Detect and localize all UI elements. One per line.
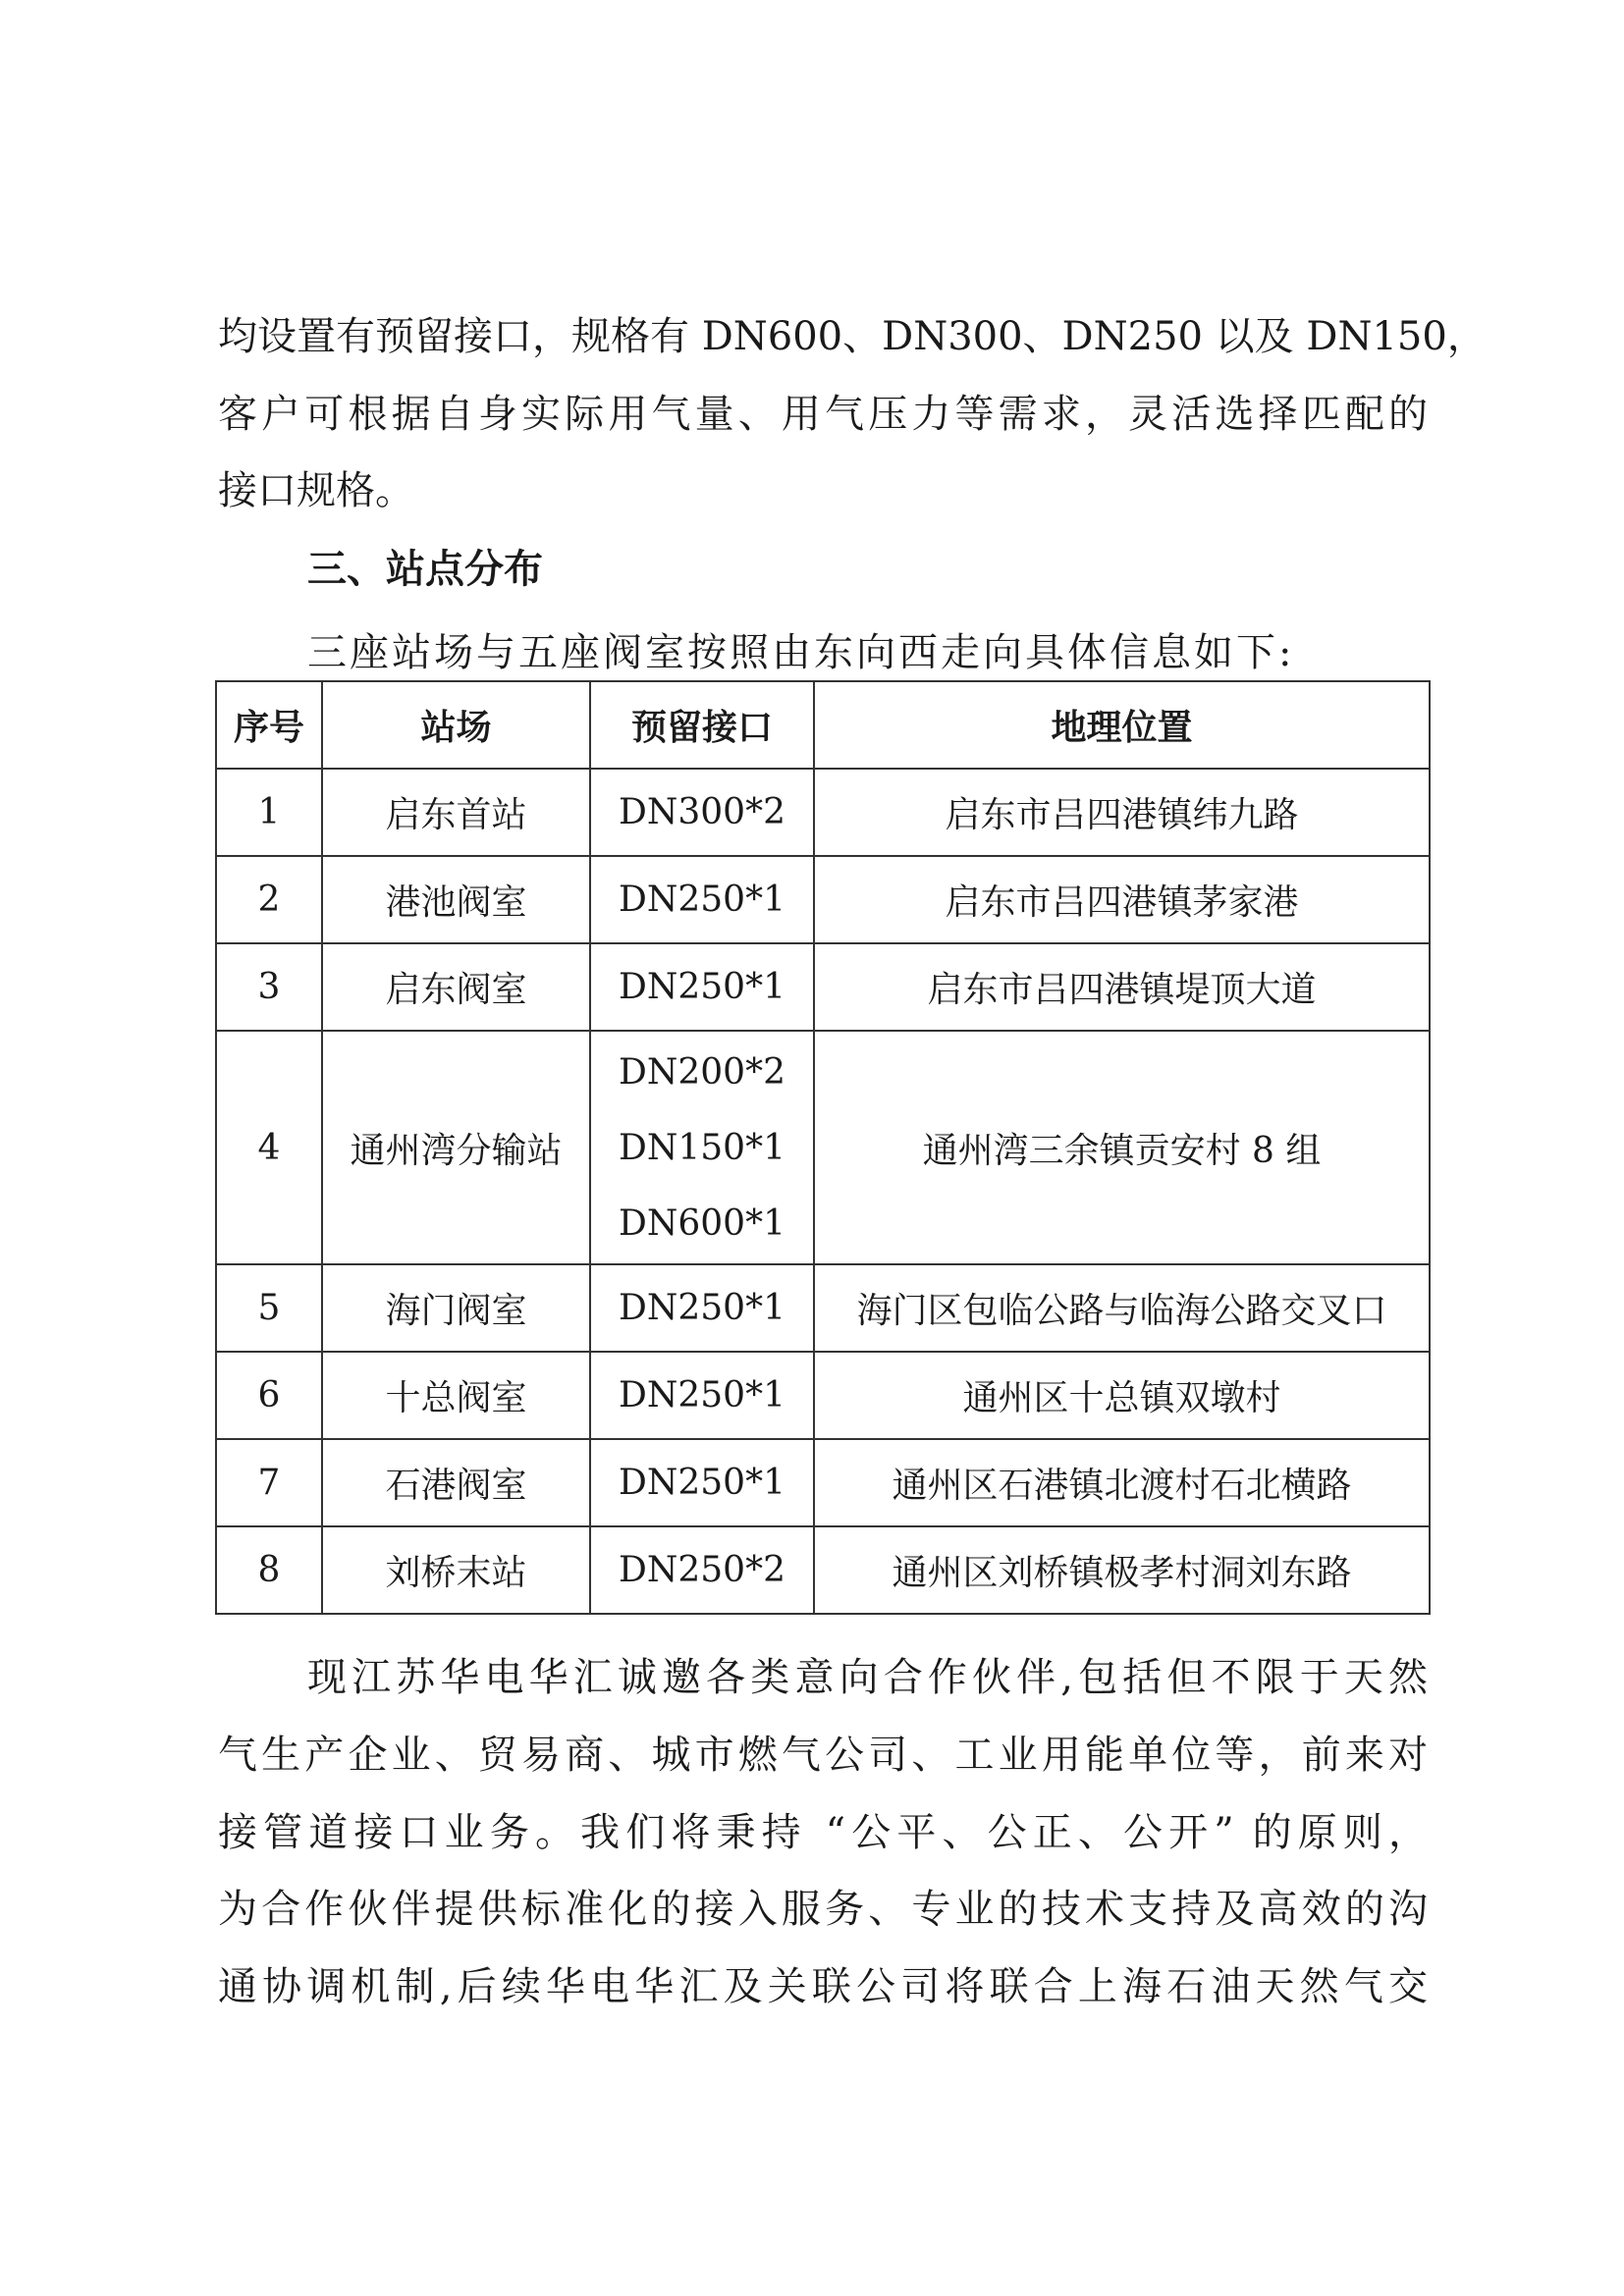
- header-no: 序号: [216, 681, 322, 769]
- cell-ports: [590, 1526, 814, 1614]
- paragraph-line: 现江苏华电华汇诚邀各类意向合作伙伴,包括但不限于天然: [307, 1655, 1428, 1700]
- table-row: [216, 769, 1430, 856]
- cell-no: 2: [216, 856, 322, 943]
- cell-location: 启东市吕四港镇茅家港: [814, 856, 1430, 943]
- cell-ports: [590, 1264, 814, 1352]
- cell-no: 6: [216, 1352, 322, 1439]
- cell-location: 海门区包临公路与临海公路交叉口: [814, 1264, 1430, 1352]
- paragraph-line: 通协调机制,后续华电华汇及关联公司将联合上海石油天然气交: [218, 1964, 1428, 2009]
- cell-station: 启东阀室: [322, 943, 590, 1031]
- port-spec: DN300*2: [619, 792, 785, 832]
- cell-location: 通州湾三余镇贡安村 8 组: [814, 1031, 1430, 1264]
- port-spec: DN250*1: [619, 1288, 785, 1328]
- table-row: [216, 1526, 1430, 1614]
- table-row: [216, 856, 1430, 943]
- table-row: [216, 1352, 1430, 1439]
- cell-ports: [590, 1439, 814, 1526]
- cell-station: 海门阀室: [322, 1264, 590, 1352]
- cell-location: 通州区十总镇双墩村: [814, 1352, 1430, 1439]
- cell-ports: [590, 943, 814, 1031]
- cell-station: 十总阀室: [322, 1352, 590, 1439]
- cell-station: 刘桥末站: [322, 1526, 590, 1614]
- cell-station: 石港阀室: [322, 1439, 590, 1526]
- paragraph-line: 均设置有预留接口，规格有 DN600、DN300、DN250 以及 DN150，: [218, 314, 1487, 359]
- table-row: [216, 1439, 1430, 1526]
- station-table: [215, 680, 1431, 1615]
- paragraph-line: 接管道接口业务。我们将秉持 “公平、公正、公开” 的原则，: [218, 1810, 1428, 1855]
- cell-no: 3: [216, 943, 322, 1031]
- header-location: 地理位置: [814, 681, 1430, 769]
- paragraph-line: 客户可根据自身实际用气量、用气压力等需求，灵活选择匹配的: [218, 392, 1428, 437]
- header-ports: 预留接口: [590, 681, 814, 769]
- cell-ports: [590, 1031, 814, 1264]
- cell-no: 1: [216, 769, 322, 856]
- section-heading: 三、站点分布: [307, 547, 543, 592]
- cell-ports: [590, 769, 814, 856]
- port-spec: DN200*2: [619, 1051, 785, 1093]
- cell-station: 通州湾分输站: [322, 1031, 590, 1264]
- port-spec: DN150*1: [619, 1127, 785, 1168]
- cell-no: 5: [216, 1264, 322, 1352]
- paragraph-line: 为合作伙伴提供标准化的接入服务、专业的技术支持及高效的沟: [218, 1887, 1428, 1932]
- cell-location: 通州区石港镇北渡村石北横路: [814, 1439, 1430, 1526]
- port-spec: DN250*1: [619, 1463, 785, 1503]
- port-spec: DN250*1: [619, 1375, 785, 1415]
- table-row: [216, 1264, 1430, 1352]
- table-row: [216, 943, 1430, 1031]
- port-spec: DN250*1: [619, 967, 785, 1007]
- cell-location: 启东市吕四港镇纬九路: [814, 769, 1430, 856]
- cell-station: 启东首站: [322, 769, 590, 856]
- port-spec: DN250*1: [619, 880, 785, 920]
- cell-no: 7: [216, 1439, 322, 1526]
- cell-station: 港池阀室: [322, 856, 590, 943]
- table-header-row: [216, 681, 1430, 769]
- port-spec: DN600*1: [619, 1202, 785, 1244]
- cell-ports: [590, 856, 814, 943]
- cell-ports: [590, 1352, 814, 1439]
- cell-no: 8: [216, 1526, 322, 1614]
- port-spec: DN250*2: [619, 1550, 785, 1590]
- cell-location: 启东市吕四港镇堤顶大道: [814, 943, 1430, 1031]
- paragraph-line: 接口规格。: [218, 468, 414, 513]
- cell-no: 4: [216, 1031, 322, 1264]
- header-station: 站场: [322, 681, 590, 769]
- table-row: [216, 1031, 1430, 1264]
- cell-location: 通州区刘桥镇极孝村洞刘东路: [814, 1526, 1430, 1614]
- paragraph-line: 气生产企业、贸易商、城市燃气公司、工业用能单位等，前来对: [218, 1733, 1428, 1778]
- table-intro: 三座站场与五座阀室按照由东向西走向具体信息如下:: [307, 630, 1295, 675]
